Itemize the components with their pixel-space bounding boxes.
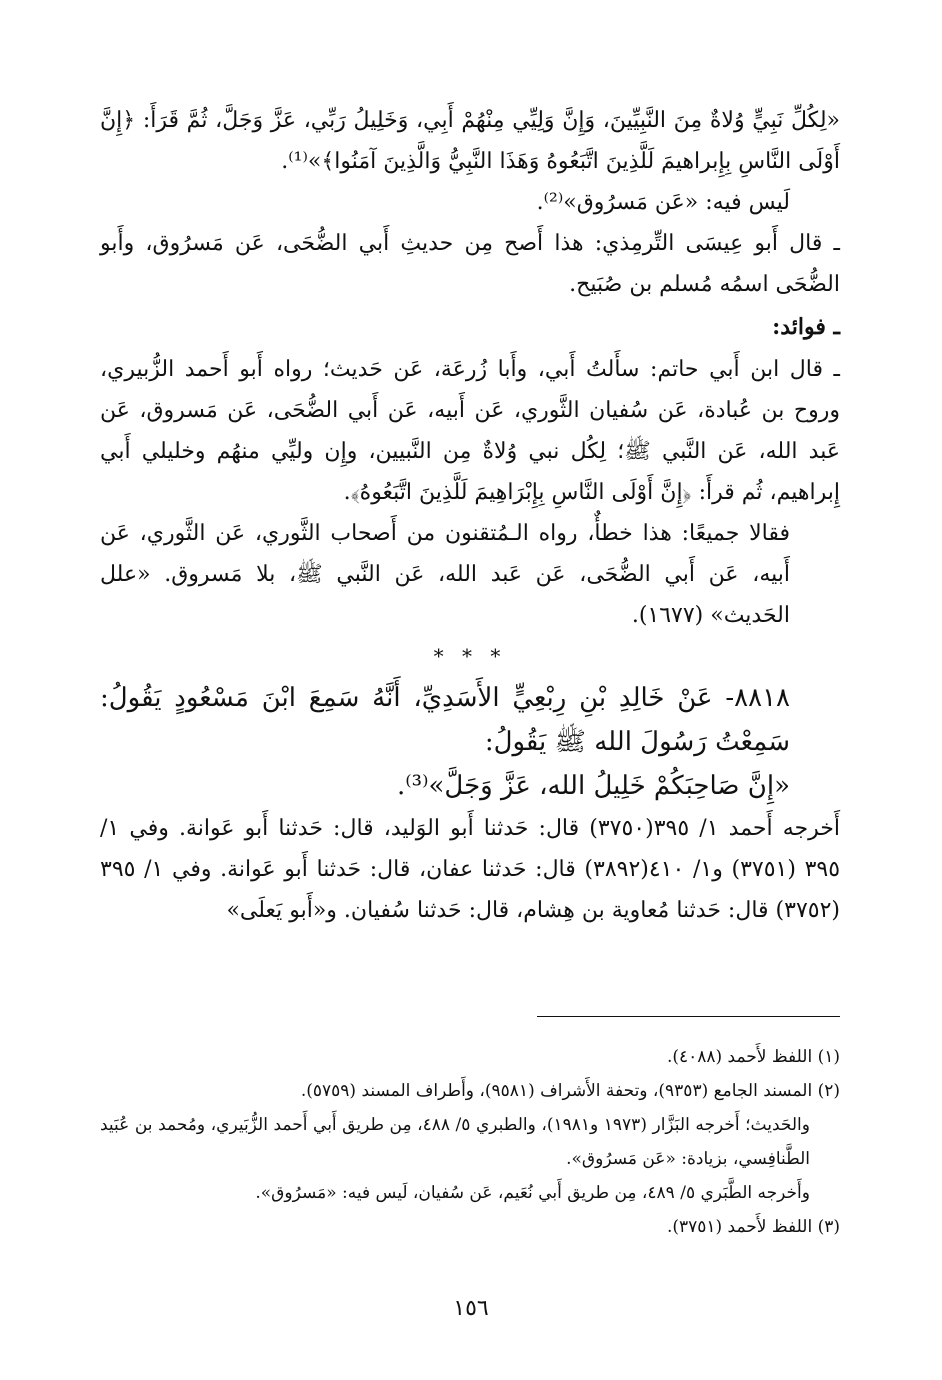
note-line: لَيس فيه: «عَن مَسرُوق»⁽²⁾. [536, 190, 790, 215]
hadith-intro: ٨٨١٨- عَنْ خَالِدِ بْنِ رِبْعِيٍّ الأَسَدِيِّ، أَنَّهُ سَمِعَ ابْنَ مَسْعُودٍ يَقُولُ: سَمِعْتُ رَسُولَ الله ﷺ يَقُولُ: [100, 683, 790, 757]
footnote-2-detail-a: والحَديث؛ أَخرجه البَزَّار (١٩٧٣ و١٩٨١)، والطبري ٥/ ٤٨٨، مِن طريق أَبي أَحمد الزُّبَيري، ومُحمد بن عُبَيد الطَّنافِسي، بزيادة: «عَن مَسرُوق». [100, 1115, 810, 1169]
page-number: ١٥٦ [453, 1296, 489, 1321]
fawaid-heading: ـ فوائد: [772, 314, 840, 340]
fawaid-text: ـ قال ابن أَبي حاتم: سأَلتُ أَبي، وأَبا زُرعَة، عَن حَديث؛ رواه أَبو أَحمد الزُّبيري، وروح بن عُبادة، عَن سُفيان الثَّوري، عَن أَبيه، عَن أَبي الضُّحَى، عَن مَسروق، عَن عَبد الله، عَن النَّبي ﷺ؛ لِكُل نبي وُلاةٌ مِن النَّبيين، وإِن وليِّي منهُم وخليلي أَبي إِبراهيم، ثُم قرأَ: ﴿إِنَّ أَوْلَى النَّاسِ بِإِبْرَاهِيمَ لَلَّذِينَ اتَّبَعُوهُ﴾. [100, 357, 840, 505]
footnote-1: (١) اللفظ لأَحمد (٤٠٨٨). [666, 1047, 840, 1067]
footnote-2-detail-b: وأَخرجه الطَّبَري ٥/ ٤٨٩، مِن طريق أَبي نُعَيم، عَن سُفيان، لَيس فيه: «مَسرُوق». [255, 1183, 810, 1203]
footnote-2: (٢) المسند الجامع (٩٣٥٣)، وتحفة الأَشراف (٩٥٨١)، وأَطراف المسند (٥٧٥٩). [300, 1081, 840, 1101]
footnotes [100, 1040, 840, 1244]
takhrij-text: أَخرجه أَحمد ١/ ٣٩٥(٣٧٥٠) قال: حَدثنا أَبو الوَليد، قال: حَدثنا أَبو عَوانة. وفي ١/ ٣٩٥ (٣٧٥١) و١/ ٤١٠(٣٨٩٢) قال: حَدثنا عفان، قال: حَدثنا أَبو عَوانة. وفي ١/ ٣٩٥ (٣٧٥٢) قال: حَدثنا مُعاوية بن هِشام، قال: حَدثنا سُفيان. و«أَبو يَعلَى» [100, 816, 841, 923]
section-separator: * * * [433, 644, 507, 668]
footnote-3: (٣) اللفظ لأَحمد (٣٧٥١). [666, 1217, 840, 1237]
footnote-divider [537, 1016, 840, 1017]
fawaid-text-2: فقالا جميعًا: هذا خطأٌ، رواه الـمُتقنون من أَصحاب الثَّوري، عَن الثَّوري، عَن أَبيه، عَن أَبي الضُّحَى، عَن عَبد الله، عَن النَّبي ﷺ، بلا مَسروق. «علل الحَديث» (١٦٧٧). [100, 521, 790, 628]
tirmidhi-comment: ـ قال أَبو عِيسَى التِّرمِذي: هذا أَصح مِن حديثِ أَبي الضُّحَى، عَن مَسرُوق، وأَبو الضُّحَى اسمُه مُسلم بن صُبَيح. [100, 231, 840, 297]
page-body [100, 100, 840, 931]
hadith-text: «إِنَّ صَاحِبَكُمْ خَلِيلُ الله، عَزَّ وَجَلَّ»⁽³⁾. [397, 771, 790, 801]
verse-block: «لِكُلِّ نَبِيٍّ وُلاةٌ مِنَ النَّبِيِّينَ، وَإِنَّ وَلِيِّي مِنْهُمْ أَبِي، وَخَلِيلُ رَبِّي، عَزَّ وَجَلَّ، ثُمَّ قَرَأَ: ﴿إِنَّ أَوْلَى النَّاسِ بِإِبراهيمَ لَلَّذِينَ اتَّبَعُوهُ وَهَذَا النَّبِيُّ وَالَّذِينَ آمَنُوا﴾»⁽¹⁾. [100, 108, 840, 174]
